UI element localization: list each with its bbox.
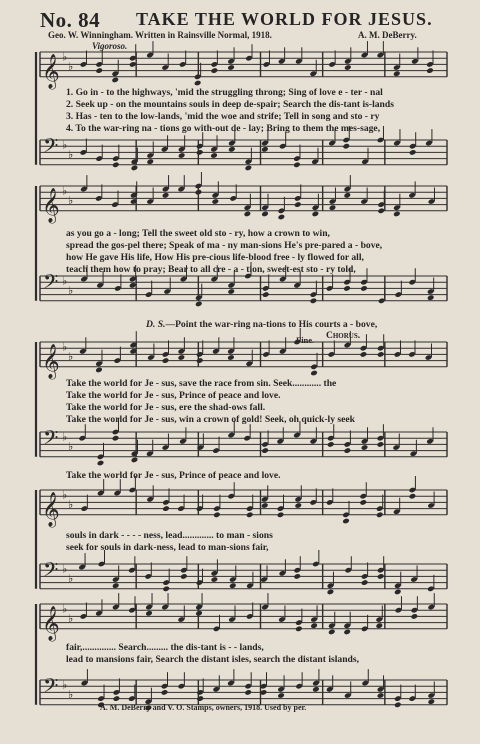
note-head [342,143,350,150]
tempo-mark: Vigoroso. [92,41,128,51]
note-head [377,208,385,215]
chorus-line-1: Take the world for Je - sus, save the race from sin. Seek............ the [66,378,337,389]
bass-clef-icon: 𝄢 [43,270,59,299]
hymn-title: TAKE THE WORLD FOR JESUS. [136,9,433,29]
flat-sign-icon: ♭ [62,489,68,502]
flat-sign-icon: ♭ [62,431,68,444]
note-head [178,152,186,159]
note-head [161,689,169,696]
note-head [312,686,320,693]
verse-line-3a: 3. Has - ten to the low-lands, 'mid the woe and strife; Tell in song and sto - ry [66,111,380,122]
note-head [261,502,269,509]
note-head [211,67,219,74]
note-head [112,582,120,589]
music-credit: A. M. DeBerry. [358,30,417,40]
note-head [343,285,351,292]
verse-line-3b: how He gave His life, How His pre-cious life-blood free - ly flowed for all, [66,252,364,263]
flat-sign-icon: ♭ [68,148,74,161]
verse-line-1b: as you go a - long; Tell the sweet old sto - ry, how a crown to win, [66,228,330,239]
note-head [228,146,236,153]
note-head [196,149,204,156]
note-head [375,622,383,629]
treble-clef-icon: 𝄞 [42,187,60,223]
bass-clef-icon: 𝄢 [43,134,59,163]
note-head [180,573,188,580]
words-credit: Geo. W. Winningham. Written in Rainsville Normal, 1918. [48,30,272,40]
note-head [310,370,318,377]
note-head [360,351,368,358]
note-head [227,64,235,71]
note-head [97,460,105,467]
note-head [227,354,235,361]
chorus-bass-line: Take the world for Je - sus, Prince of peace and love. [66,470,281,481]
note-head [278,214,286,221]
note-head [112,162,120,169]
note-head [213,512,221,519]
note-head [245,165,253,172]
note-head [246,512,254,519]
flat-sign-icon: ♭ [68,572,74,585]
note-head [162,357,170,364]
note-head [111,77,119,84]
note-head [377,692,385,699]
fine-mark: Fine. [296,335,315,345]
note-head [227,288,235,295]
bass-clef-icon: 𝄢 [43,558,59,587]
chorus-line-5: souls in dark - - - - ness, lead............. to man - sions [66,530,273,541]
flat-sign-icon: ♭ [62,341,68,354]
ds-label: D. S. [146,319,166,330]
treble-clef-icon: 𝄞 [42,605,60,641]
note-head [261,211,269,218]
note-head [112,435,120,442]
note-head [262,291,270,298]
flat-sign-icon: ♭ [68,688,74,701]
chorus-line-6: seek for souls in dark-ness, lead to man-sions fair, [66,542,269,553]
note-head [212,198,220,205]
chorus-line-8: lead to mansions fair, Search the distant isles, search the distant islands, [66,654,359,665]
flat-sign-icon: ♭ [62,275,68,288]
treble-clef-icon: 𝄞 [42,53,60,89]
note-head [145,610,153,617]
note-head [394,589,402,596]
note-head [261,146,269,153]
note-head [310,298,318,305]
copyright-notice: A. M. DeBerry and V. O. Stamps, owners, 1918. Used by per. [100,703,307,712]
note-head [293,162,301,169]
note-head [427,294,435,301]
flat-sign-icon: ♭ [62,51,68,64]
flat-sign-icon: ♭ [68,612,74,625]
flat-sign-icon: ♭ [68,350,74,363]
note-head [427,698,435,705]
note-head [310,622,318,629]
verse-line-4b: teach them how to pray; Bear to all cre - a - tion, sweet-est sto - ry told, [66,264,356,275]
note-head [327,589,335,596]
note-head [295,626,303,633]
chorus-line-2: Take the world for Je - sus, Prince of peace and love. [66,390,281,401]
note-head [113,695,121,702]
hymn-number: No. 84 [40,8,101,32]
note-head [195,301,203,308]
flat-sign-icon: ♭ [62,603,68,616]
note-head [196,357,204,364]
chorus-line-7: fair,.............. Search......... the dis-tant is - - lands, [66,642,264,653]
note-head [277,512,285,519]
note-head [277,692,285,699]
note-head [426,67,434,74]
treble-clef-icon: 𝄞 [42,491,60,527]
note-head [162,586,170,593]
note-head [210,152,218,159]
note-head [328,629,336,636]
note-head [393,70,401,77]
chorus-line-3: Take the world for Je - sus, ere the shad-ows fall. [66,402,266,413]
note-head [376,512,384,519]
note-head [409,493,417,500]
note-head [244,689,252,696]
note-head [344,64,352,71]
verse-line-1a: 1. Go in - to the highways, 'mid the struggling throng; Sing of love e - ter - nal [66,87,383,98]
verse-line-4a: 4. To the war-ring na - tions go with-out de - lay; Bring to them the mes-sage, [66,123,381,134]
flat-sign-icon: ♭ [62,185,68,198]
chorus-mark: Chorus. [326,331,361,341]
verse-line-2a: 2. Seek up - on the mountains souls in deep de-spair; Search the dis-tant is-lands [66,99,394,110]
note-head [377,441,385,448]
note-head [359,499,367,506]
note-head [360,285,368,292]
note-head [393,211,401,218]
note-head [377,351,385,358]
bass-clef-icon: 𝄢 [43,426,59,455]
note-head [343,629,351,636]
note-head [162,505,170,512]
note-head [196,695,204,702]
note-head [394,702,402,709]
note-head [178,354,186,361]
note-head [329,204,337,211]
note-head [293,573,301,580]
note-head [244,211,252,218]
note-head [344,192,352,199]
note-head [344,447,352,454]
treble-clef-icon: 𝄞 [42,343,60,379]
note-head [95,67,103,74]
note-head [129,61,137,68]
note-head [146,158,154,165]
note-head [261,447,269,454]
note-head [195,610,203,617]
flat-sign-icon: ♭ [62,139,68,152]
flat-sign-icon: ♭ [68,284,74,297]
note-head [129,282,137,289]
flat-sign-icon: ♭ [68,194,74,207]
ds-text: —Point the war-ring na-tions to His courts a - bove, [165,319,378,330]
flat-sign-icon: ♭ [68,60,74,73]
note-head [162,192,170,199]
bass-clef-icon: 𝄢 [43,674,59,703]
note-head [131,165,139,172]
flat-sign-icon: ♭ [68,440,74,453]
note-head [342,518,350,525]
note-head [411,613,419,620]
flat-sign-icon: ♭ [68,498,74,511]
note-head [294,502,302,509]
note-head [312,211,320,218]
note-head [194,80,202,87]
chorus-line-4: Take the world for Je - sus, win a crown of gold! Seek, oh quick-ly seek [66,414,355,425]
note-head [294,201,302,208]
ds-instruction [146,319,377,330]
note-head [361,579,369,586]
note-head [409,149,417,156]
note-head [229,582,237,589]
note-head [377,573,385,580]
note-head [131,457,139,464]
flat-sign-icon: ♭ [62,679,68,692]
note-head [95,367,103,374]
note-head [361,444,369,451]
note-head [327,441,335,448]
note-head [195,189,203,196]
flat-sign-icon: ♭ [62,563,68,576]
note-head [211,576,219,583]
verse-line-2b: spread the gos-pel there; Speak of ma - ny man-sions He's pre-pared a - bove, [66,240,383,251]
